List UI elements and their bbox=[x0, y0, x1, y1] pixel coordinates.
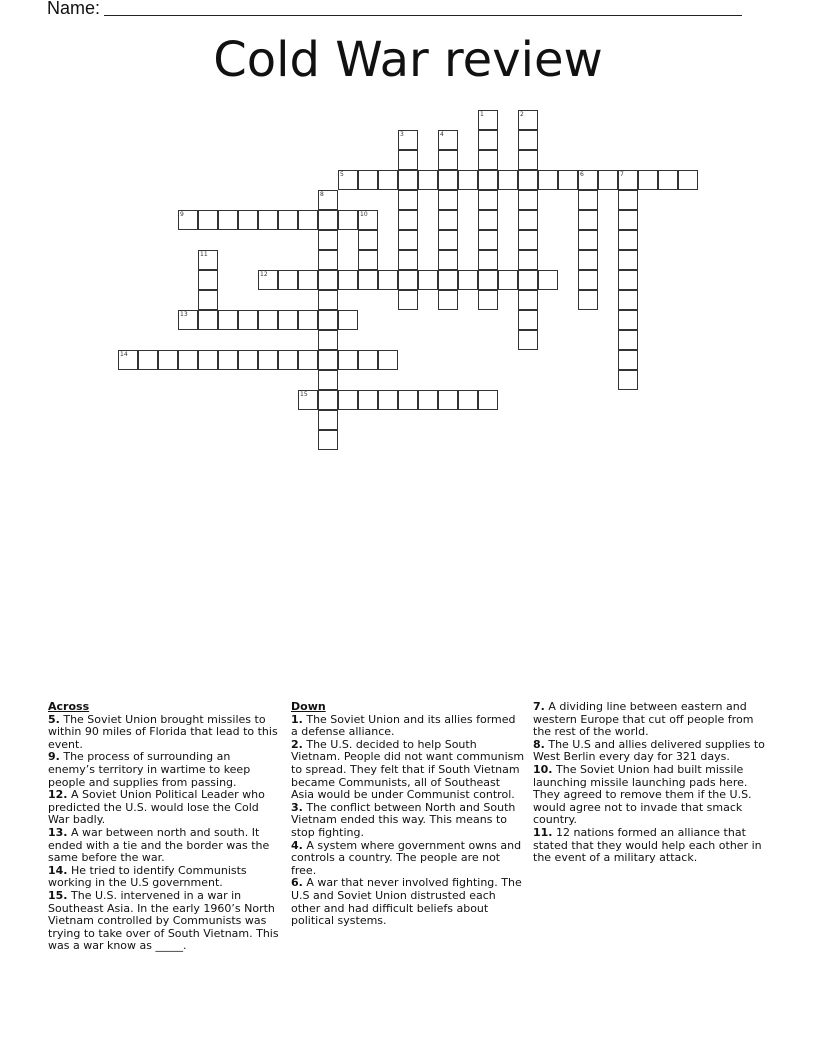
grid-cell[interactable] bbox=[618, 310, 638, 330]
grid-cell[interactable] bbox=[518, 150, 538, 170]
grid-cell[interactable] bbox=[398, 390, 418, 410]
grid-cell[interactable] bbox=[378, 350, 398, 370]
grid-cell[interactable] bbox=[478, 250, 498, 270]
grid-cell[interactable] bbox=[338, 350, 358, 370]
grid-cell[interactable] bbox=[498, 170, 518, 190]
clue-down-6: 6. A war that never involved fighting. The U.S and Soviet Union distrusted each other and had difficult beliefs about political systems. bbox=[291, 876, 522, 928]
grid-cell[interactable] bbox=[478, 390, 498, 410]
grid-cell[interactable] bbox=[658, 170, 678, 190]
grid-cell[interactable] bbox=[358, 170, 378, 190]
clue-down-4: 4. A system where government owns and controls a country. The people are not free. bbox=[291, 838, 522, 877]
clue-number-14: 14 bbox=[120, 351, 128, 358]
clue-number-4: 4 bbox=[440, 131, 444, 138]
grid-cell[interactable] bbox=[518, 270, 538, 290]
grid-cell[interactable] bbox=[318, 210, 338, 230]
grid-cell[interactable] bbox=[338, 210, 358, 230]
grid-cell[interactable] bbox=[578, 210, 598, 230]
grid-cell[interactable] bbox=[478, 130, 498, 150]
grid-cell[interactable] bbox=[458, 170, 478, 190]
grid-cell[interactable] bbox=[358, 390, 378, 410]
grid-cell[interactable] bbox=[398, 230, 418, 250]
down-clues bbox=[291, 701, 525, 928]
grid-cell[interactable] bbox=[318, 330, 338, 350]
clue-down-2: 2. The U.S. decided to help South Vietnam. People did not want communism to spread. They felt that if South Vietnam became Communists, all of Southeast Asia would be under Communist control. bbox=[291, 737, 525, 802]
clue-number-8: 8 bbox=[320, 191, 324, 198]
grid-cell[interactable] bbox=[498, 270, 518, 290]
grid-cell[interactable] bbox=[278, 270, 298, 290]
grid-cell[interactable] bbox=[258, 310, 278, 330]
grid-cell[interactable] bbox=[318, 250, 338, 270]
grid-cell[interactable] bbox=[258, 350, 278, 370]
grid-cell[interactable] bbox=[238, 350, 258, 370]
grid-cell[interactable] bbox=[438, 170, 458, 190]
grid-cell[interactable] bbox=[218, 210, 238, 230]
grid-cell[interactable] bbox=[438, 270, 458, 290]
clue-number-1: 1 bbox=[480, 111, 484, 118]
grid-cell[interactable] bbox=[378, 270, 398, 290]
grid-cell[interactable] bbox=[398, 190, 418, 210]
grid-cell[interactable] bbox=[518, 330, 538, 350]
clue-down-11: 11. 12 nations formed an alliance that stated that they would help each other in the event of a military attack. bbox=[533, 825, 762, 865]
grid-cell[interactable] bbox=[198, 350, 218, 370]
grid-cell[interactable] bbox=[278, 210, 298, 230]
grid-cell[interactable] bbox=[298, 310, 318, 330]
across-heading: Across bbox=[48, 700, 90, 713]
clue-down-8: 8. The U.S and allies delivered supplies to West Berlin every day for 321 days. bbox=[533, 737, 765, 764]
clue-across-15: 15. The U.S. intervened in a war in Southeast Asia. In the early 1960’s North Vietnam controlled by Communists was trying to take over of South Vietnam. This was a war know as _____. bbox=[48, 888, 279, 953]
clue-across-9: 9. The process of surrounding an enemy’s territory in wartime to keep people and supplies from passing. bbox=[48, 750, 251, 789]
clue-number-6: 6 bbox=[580, 171, 584, 178]
grid-cell[interactable] bbox=[578, 230, 598, 250]
grid-cell[interactable] bbox=[318, 270, 338, 290]
grid-cell[interactable] bbox=[378, 170, 398, 190]
grid-cell[interactable] bbox=[518, 170, 538, 190]
grid-cell[interactable] bbox=[398, 290, 418, 310]
down-clues-continued bbox=[533, 701, 765, 865]
clue-down-10: 10. The Soviet Union had built missile launching missile launching pads here. They agreed to remove them if the U.S. would agree not to invade that smack country. bbox=[533, 762, 752, 827]
grid-cell[interactable] bbox=[318, 390, 338, 410]
clue-number-12: 12 bbox=[260, 271, 268, 278]
grid-cell[interactable] bbox=[518, 210, 538, 230]
grid-cell[interactable] bbox=[518, 190, 538, 210]
grid-cell[interactable] bbox=[518, 310, 538, 330]
grid-cell[interactable] bbox=[578, 290, 598, 310]
grid-cell[interactable] bbox=[618, 230, 638, 250]
grid-cell[interactable] bbox=[618, 350, 638, 370]
grid-cell[interactable] bbox=[358, 350, 378, 370]
grid-cell[interactable] bbox=[198, 270, 218, 290]
grid-cell[interactable] bbox=[678, 170, 698, 190]
grid-cell[interactable] bbox=[578, 270, 598, 290]
grid-cell[interactable] bbox=[398, 170, 418, 190]
grid-cell[interactable] bbox=[478, 150, 498, 170]
grid-cell[interactable] bbox=[298, 210, 318, 230]
grid-cell[interactable] bbox=[438, 150, 458, 170]
grid-cell[interactable] bbox=[438, 250, 458, 270]
grid-cell[interactable] bbox=[318, 410, 338, 430]
grid-cell[interactable] bbox=[338, 270, 358, 290]
grid-cell[interactable] bbox=[598, 170, 618, 190]
grid-cell[interactable] bbox=[518, 230, 538, 250]
grid-cell[interactable] bbox=[198, 290, 218, 310]
clue-across-14: 14. He tried to identify Communists working in the U.S government. bbox=[48, 863, 247, 890]
grid-cell[interactable] bbox=[418, 170, 438, 190]
grid-cell[interactable] bbox=[518, 290, 538, 310]
grid-cell[interactable] bbox=[478, 270, 498, 290]
grid-cell[interactable] bbox=[438, 210, 458, 230]
grid-cell[interactable] bbox=[358, 250, 378, 270]
grid-cell[interactable] bbox=[318, 350, 338, 370]
grid-cell[interactable] bbox=[158, 350, 178, 370]
grid-cell[interactable] bbox=[618, 210, 638, 230]
clue-down-7: 7. A dividing line between eastern and western Europe that cut off people from the rest of the world. bbox=[533, 700, 754, 739]
grid-cell[interactable] bbox=[318, 370, 338, 390]
grid-cell[interactable] bbox=[618, 290, 638, 310]
crossword-grid bbox=[0, 0, 816, 470]
grid-cell[interactable] bbox=[398, 270, 418, 290]
grid-cell[interactable] bbox=[358, 230, 378, 250]
grid-cell[interactable] bbox=[538, 170, 558, 190]
grid-cell[interactable] bbox=[618, 190, 638, 210]
grid-cell[interactable] bbox=[478, 190, 498, 210]
grid-cell[interactable] bbox=[578, 250, 598, 270]
grid-cell[interactable] bbox=[578, 190, 598, 210]
grid-cell[interactable] bbox=[558, 170, 578, 190]
grid-cell[interactable] bbox=[278, 350, 298, 370]
clue-down-3: 3. The conflict between North and South Vietnam ended this way. This means to stop fighting. bbox=[291, 800, 516, 839]
grid-cell[interactable] bbox=[618, 250, 638, 270]
across-clues bbox=[48, 701, 280, 953]
down-heading: Down bbox=[291, 700, 326, 713]
grid-cell[interactable] bbox=[438, 230, 458, 250]
grid-cell[interactable] bbox=[618, 370, 638, 390]
grid-cell[interactable] bbox=[178, 350, 198, 370]
grid-cell[interactable] bbox=[338, 310, 358, 330]
grid-cell[interactable] bbox=[198, 310, 218, 330]
clue-across-13: 13. A war between north and south. It ended with a tie and the border was the same before the war. bbox=[48, 825, 270, 865]
grid-cell[interactable] bbox=[338, 390, 358, 410]
grid-cell[interactable] bbox=[298, 350, 318, 370]
grid-cell[interactable] bbox=[438, 390, 458, 410]
name-label: Name: bbox=[47, 0, 101, 18]
clue-down-1: 1. The Soviet Union and its allies formed a defense alliance. bbox=[291, 712, 516, 739]
grid-cell[interactable] bbox=[478, 170, 498, 190]
clue-number-15: 15 bbox=[300, 391, 308, 398]
clue-across-5: 5. The Soviet Union brought missiles to within 90 miles of Florida that lead to this event. bbox=[48, 712, 278, 751]
grid-cell[interactable] bbox=[138, 350, 158, 370]
grid-cell[interactable] bbox=[478, 230, 498, 250]
grid-cell[interactable] bbox=[398, 150, 418, 170]
grid-cell[interactable] bbox=[378, 390, 398, 410]
grid-cell[interactable] bbox=[438, 290, 458, 310]
grid-cell[interactable] bbox=[218, 310, 238, 330]
grid-cell[interactable] bbox=[518, 130, 538, 150]
clue-number-5: 5 bbox=[340, 171, 344, 178]
grid-cell[interactable] bbox=[458, 390, 478, 410]
grid-cell[interactable] bbox=[398, 210, 418, 230]
clue-number-2: 2 bbox=[520, 111, 524, 118]
grid-cell[interactable] bbox=[618, 330, 638, 350]
grid-cell[interactable] bbox=[478, 290, 498, 310]
grid-cell[interactable] bbox=[438, 190, 458, 210]
grid-cell[interactable] bbox=[478, 210, 498, 230]
grid-cell[interactable] bbox=[358, 270, 378, 290]
grid-cell[interactable] bbox=[318, 430, 338, 450]
grid-cell[interactable] bbox=[258, 210, 278, 230]
grid-cell[interactable] bbox=[298, 270, 318, 290]
grid-cell[interactable] bbox=[198, 210, 218, 230]
clue-across-12: 12. A Soviet Union Political Leader who predicted the U.S. would lose the Cold War badly. bbox=[48, 788, 265, 827]
clue-number-11: 11 bbox=[200, 251, 208, 258]
clue-number-3: 3 bbox=[400, 131, 404, 138]
grid-cell[interactable] bbox=[538, 270, 558, 290]
clue-number-13: 13 bbox=[180, 311, 188, 318]
grid-cell[interactable] bbox=[318, 230, 338, 250]
grid-cell[interactable] bbox=[518, 250, 538, 270]
page-title: Cold War review bbox=[213, 32, 603, 88]
grid-cell[interactable] bbox=[418, 270, 438, 290]
grid-cell[interactable] bbox=[318, 290, 338, 310]
grid-cell[interactable] bbox=[238, 310, 258, 330]
grid-cell[interactable] bbox=[458, 270, 478, 290]
grid-cell[interactable] bbox=[238, 210, 258, 230]
grid-cell[interactable] bbox=[318, 310, 338, 330]
grid-cell[interactable] bbox=[398, 250, 418, 270]
clue-number-7: 7 bbox=[620, 171, 624, 178]
grid-cell[interactable] bbox=[278, 310, 298, 330]
grid-cell[interactable] bbox=[618, 270, 638, 290]
clue-number-10: 10 bbox=[360, 211, 368, 218]
grid-cell[interactable] bbox=[218, 350, 238, 370]
grid-cell[interactable] bbox=[418, 390, 438, 410]
grid-cell[interactable] bbox=[638, 170, 658, 190]
clue-number-9: 9 bbox=[180, 211, 184, 218]
